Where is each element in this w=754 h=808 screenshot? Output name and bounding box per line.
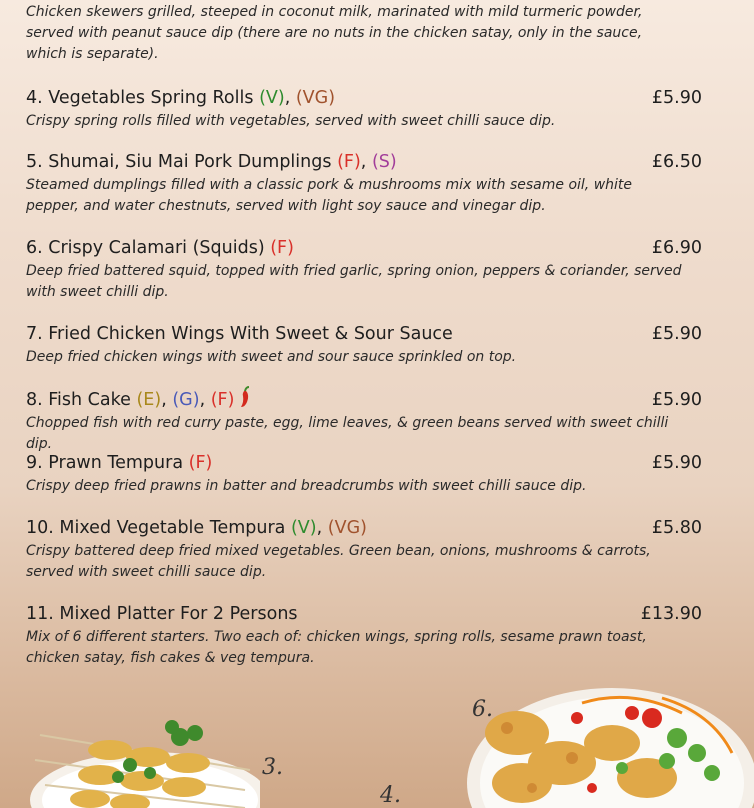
menu-item-header (26, 386, 702, 412)
menu-item-title (26, 322, 453, 346)
menu-item-title: 8. Fish Cake (E), (G), (F) (26, 386, 252, 412)
dietary-tag-f: (F) (337, 152, 361, 172)
menu-item-price: £5.90 (651, 324, 702, 344)
menu-item-header (26, 516, 702, 540)
menu-item (26, 516, 702, 583)
menu-item-title: 5. Shumai, Siu Mai Pork Dumplings (F), (S) (26, 152, 397, 172)
menu-item (26, 150, 702, 217)
menu-item-name: 10. Mixed Vegetable Tempura (26, 518, 286, 538)
menu-item-title: 4. Vegetables Spring Rolls (V), (VG) (26, 88, 336, 108)
dietary-tag-f: (F) (188, 453, 213, 473)
menu-item-header (26, 602, 702, 626)
menu-item-title: 10. Mixed Vegetable Tempura (V), (VG) (26, 518, 367, 538)
satay-photo (30, 715, 260, 808)
photo-label-6: 6. (472, 697, 493, 722)
menu-item-header (26, 86, 702, 110)
menu-item-price: £6.50 (651, 152, 702, 172)
menu-item-price: £13.90 (640, 604, 702, 624)
menu-item-name: 4. Vegetables Spring Rolls (26, 88, 254, 108)
menu-item-name: 6. Crispy Calamari (Squids) (26, 238, 265, 258)
dietary-tag-s: (S) (371, 152, 397, 172)
dietary-tag-vg: (VG) (327, 518, 367, 538)
menu-item-header (26, 322, 702, 346)
menu-item-description: Crispy battered deep fried mixed vegetables. Green bean, onions, mushrooms & carrots, served with sweet chilli sauce dip. (26, 543, 651, 580)
menu-item-title (26, 451, 212, 475)
menu-item (26, 602, 702, 669)
dietary-tag-v: (V) (290, 518, 317, 538)
dietary-tag-g: (G) (172, 390, 200, 410)
menu-item-name: 11. Mixed Platter For 2 Persons (26, 604, 298, 624)
menu-item-description: Chopped fish with red curry paste, egg, lime leaves, & green beans served with sweet chilli dip. (26, 415, 669, 452)
dietary-tag-f: (F) (270, 238, 294, 258)
calamari-photo (462, 683, 754, 808)
photo-label-4: 4. (380, 783, 401, 808)
menu-item (26, 86, 702, 132)
menu-item-name: 7. Fried Chicken Wings With Sweet & Sour Sauce (26, 324, 453, 344)
menu-item-price: £5.90 (651, 390, 702, 410)
menu-item-header (26, 150, 702, 174)
menu-item (26, 386, 702, 455)
intro-description: Chicken skewers grilled, steeped in coconut milk, marinated with mild turmeric powder, served with peanut sauce dip (there are no nuts in the chicken satay, only in the sauce, which is separate). (26, 4, 643, 62)
photo-label-3: 3. (262, 755, 283, 780)
menu-item-header (26, 451, 702, 475)
menu-item-price: £5.90 (651, 88, 702, 108)
dietary-tag-e: (E) (136, 390, 162, 410)
menu-item-description: Steamed dumplings filled with a classic pork & mushrooms mix with sesame oil, white pepper, and water chestnuts, served with light soy sauce and vinegar dip. (26, 177, 633, 214)
menu-item-title (26, 602, 298, 626)
menu-item-name: 5. Shumai, Siu Mai Pork Dumplings (26, 152, 332, 172)
menu-item-description: Mix of 6 different starters. Two each of: chicken wings, spring rolls, sesame prawn toast, chicken satay, fish cakes & veg tempura. (26, 629, 647, 666)
menu-item-price: £5.80 (651, 518, 702, 538)
dietary-tag-vg: (VG) (295, 88, 336, 108)
menu-item-name: 9. Prawn Tempura (26, 453, 184, 473)
menu-item-header (26, 236, 702, 260)
chili-pepper-icon (236, 386, 252, 408)
menu-item-title (26, 236, 294, 260)
menu-item-description: Deep fried chicken wings with sweet and sour sauce sprinkled on top. (26, 349, 517, 365)
menu-item-description: Crispy deep fried prawns in batter and breadcrumbs with sweet chilli sauce dip. (26, 478, 587, 494)
menu-item (26, 322, 702, 368)
dietary-tag-v: (V) (259, 88, 285, 108)
menu-item-description: Deep fried battered squid, topped with fried garlic, spring onion, peppers & coriander, served with sweet chilli dip. (26, 263, 682, 300)
menu-item-price: £6.90 (651, 238, 702, 258)
menu-item-name: 8. Fish Cake (26, 390, 131, 410)
menu-item-price: £5.90 (651, 453, 702, 473)
menu-item-description: Crispy spring rolls filled with vegetables, served with sweet chilli sauce dip. (26, 113, 556, 129)
menu-item (26, 236, 702, 303)
menu-item (26, 451, 702, 497)
dietary-tag-f: (F) (210, 390, 235, 410)
